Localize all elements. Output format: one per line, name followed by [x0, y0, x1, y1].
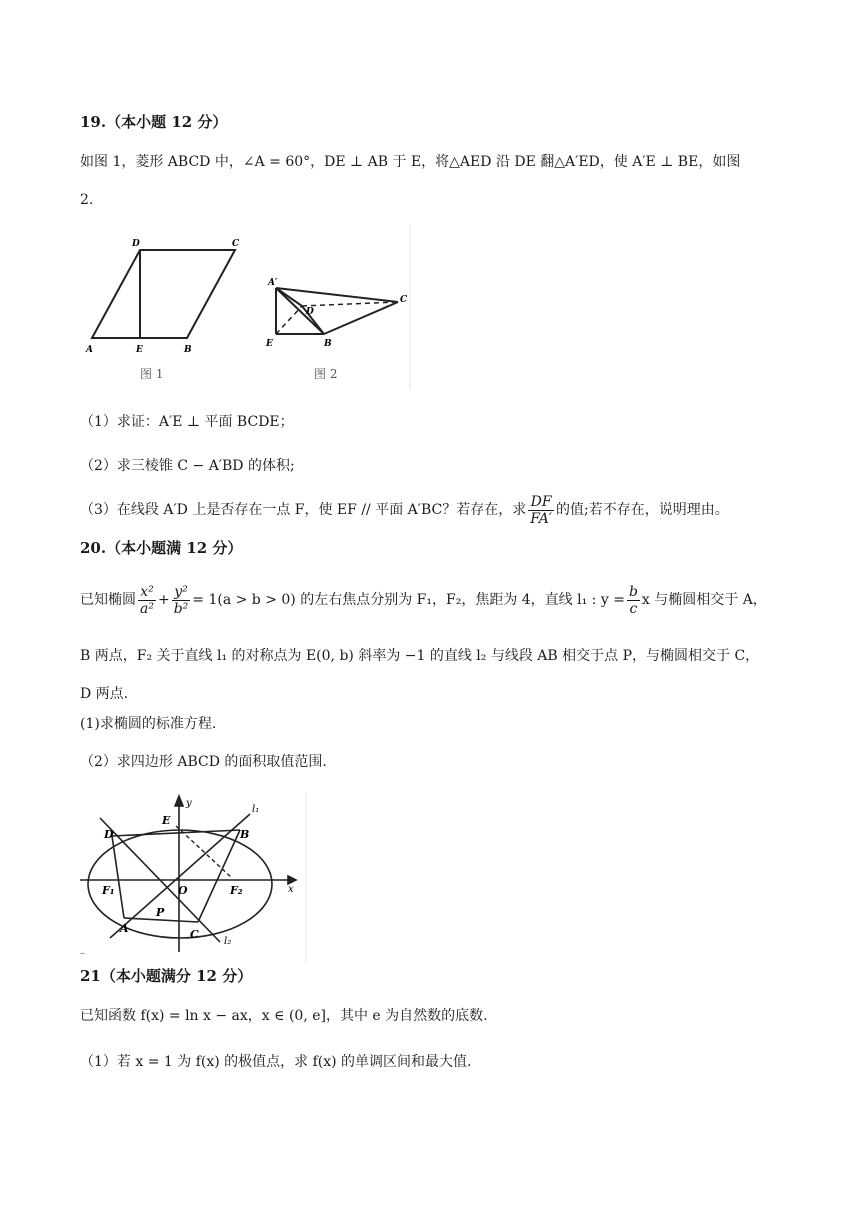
q19-part3-denominator: FA′: [530, 510, 552, 527]
q20-frac-x-num: x²: [138, 584, 156, 601]
q19-figures: [80, 222, 420, 392]
ellipse-label-y: y: [186, 798, 192, 809]
fig2-caption: 图 2: [314, 367, 338, 381]
q19-stem: 如图 1，菱形 ABCD 中，∠A = 60°，DE ⊥ AB 于 E，将△AED 沿 DE 翻△A′ED，使 A′E ⊥ BE，如图: [80, 154, 741, 170]
ellipse-label-l1: l₁: [252, 804, 260, 815]
q19-part3: [80, 492, 729, 528]
q20-line1-plus: +: [157, 592, 170, 608]
fig1-label-b: B: [184, 345, 192, 355]
ellipse-label-a: A: [120, 922, 129, 935]
ellipse-label-f1: F₁: [102, 884, 115, 897]
figure-1-rhombus: [92, 250, 235, 338]
q20-frac-bc-num: b: [628, 583, 638, 600]
stray-mark: –: [80, 948, 85, 959]
q20-line2: B 两点，F₂ 关于直线 l₁ 的对称点为 E(0, b) 斜率为 −1 的直线 l₂ 与线段 AB 相交于点 P，与椭圆相交于 C，: [80, 648, 760, 664]
q20-line1-text-a: 已知椭圆: [80, 592, 136, 608]
ellipse-label-o: O: [178, 884, 188, 897]
fig2-label-c: C: [400, 295, 408, 305]
q19-heading: 19.（本小题 12 分）: [80, 113, 228, 131]
q19-part3-text-a: （3）在线段 A′D 上是否存在一点 F，使 EF // 平面 A′BC？若存在，求: [80, 502, 527, 518]
q21-part1: （1）若 x = 1 为 f(x) 的极值点，求 f(x) 的单调区间和最大值.: [80, 1054, 472, 1070]
q20-line1: [80, 580, 767, 620]
q20-heading: 20.（本小题满 12 分）: [80, 539, 243, 557]
ellipse-label-c: C: [190, 928, 199, 941]
ellipse-label-x: x: [288, 884, 294, 895]
ellipse-figure-lines: [80, 796, 296, 952]
q20-frac-y-num: y²: [172, 584, 191, 601]
fig2-label-a-prime: A′: [268, 278, 278, 288]
q20-line1-text-b: = 1(a > b > 0) 的左右焦点分别为 F₁，F₂，焦距为 4，直线 l₁ : y =: [192, 592, 625, 608]
fig1-caption: 图 1: [140, 367, 164, 381]
ellipse-label-e: E: [162, 814, 171, 827]
ellipse-label-b: B: [240, 828, 250, 841]
q20-part1: (1)求椭圆的标准方程.: [80, 716, 217, 732]
fig1-label-e: E: [136, 345, 143, 355]
q19-part3-fraction: [528, 494, 554, 527]
q20-line1-text-c: x 与椭圆相交于 A，: [641, 592, 767, 608]
fig2-label-e: E: [266, 339, 273, 349]
q20-line3: D 两点.: [80, 686, 129, 702]
q19-part3-numerator: DF: [528, 494, 554, 511]
fig2-label-d: D: [306, 307, 314, 317]
ellipse-figure-dashed-ef2: [176, 826, 232, 878]
q21-heading: 21（本小题满分 12 分）: [80, 967, 253, 985]
q20-frac-x-den: a²: [140, 600, 154, 617]
q20-frac-y-den: b²: [173, 600, 189, 617]
q20-frac-x: [138, 584, 156, 617]
q19-part3-text-b: 的值;若不存在，说明理由。: [556, 502, 729, 518]
q20-ellipse-figure: [80, 792, 310, 962]
figure-2-solid: [276, 288, 398, 334]
ellipse-label-f2: F₂: [230, 884, 243, 897]
ellipse-label-p: P: [156, 906, 165, 919]
q20-frac-bc: [627, 584, 640, 617]
q19-part2: （2）求三棱锥 C − A′BD 的体积;: [80, 458, 295, 474]
fig2-label-b: B: [324, 339, 332, 349]
ellipse-label-d: D: [104, 828, 114, 841]
q20-frac-y: [172, 584, 191, 617]
q21-stem: 已知函数 f(x) = ln x − ax，x ∈ (0, e]，其中 e 为自然数的底数.: [80, 1008, 488, 1024]
fig1-label-d: D: [132, 239, 140, 249]
fig1-label-c: C: [232, 239, 240, 249]
q19-part1: （1）求证：A′E ⊥ 平面 BCDE；: [80, 414, 294, 430]
ellipse-label-l2: l₂: [224, 936, 232, 947]
fig1-label-a: A: [86, 345, 93, 355]
q20-frac-bc-den: c: [629, 600, 638, 617]
q19-stem-cont: 2.: [80, 192, 94, 208]
q20-part2: （2）求四边形 ABCD 的面积取值范围.: [80, 754, 327, 770]
